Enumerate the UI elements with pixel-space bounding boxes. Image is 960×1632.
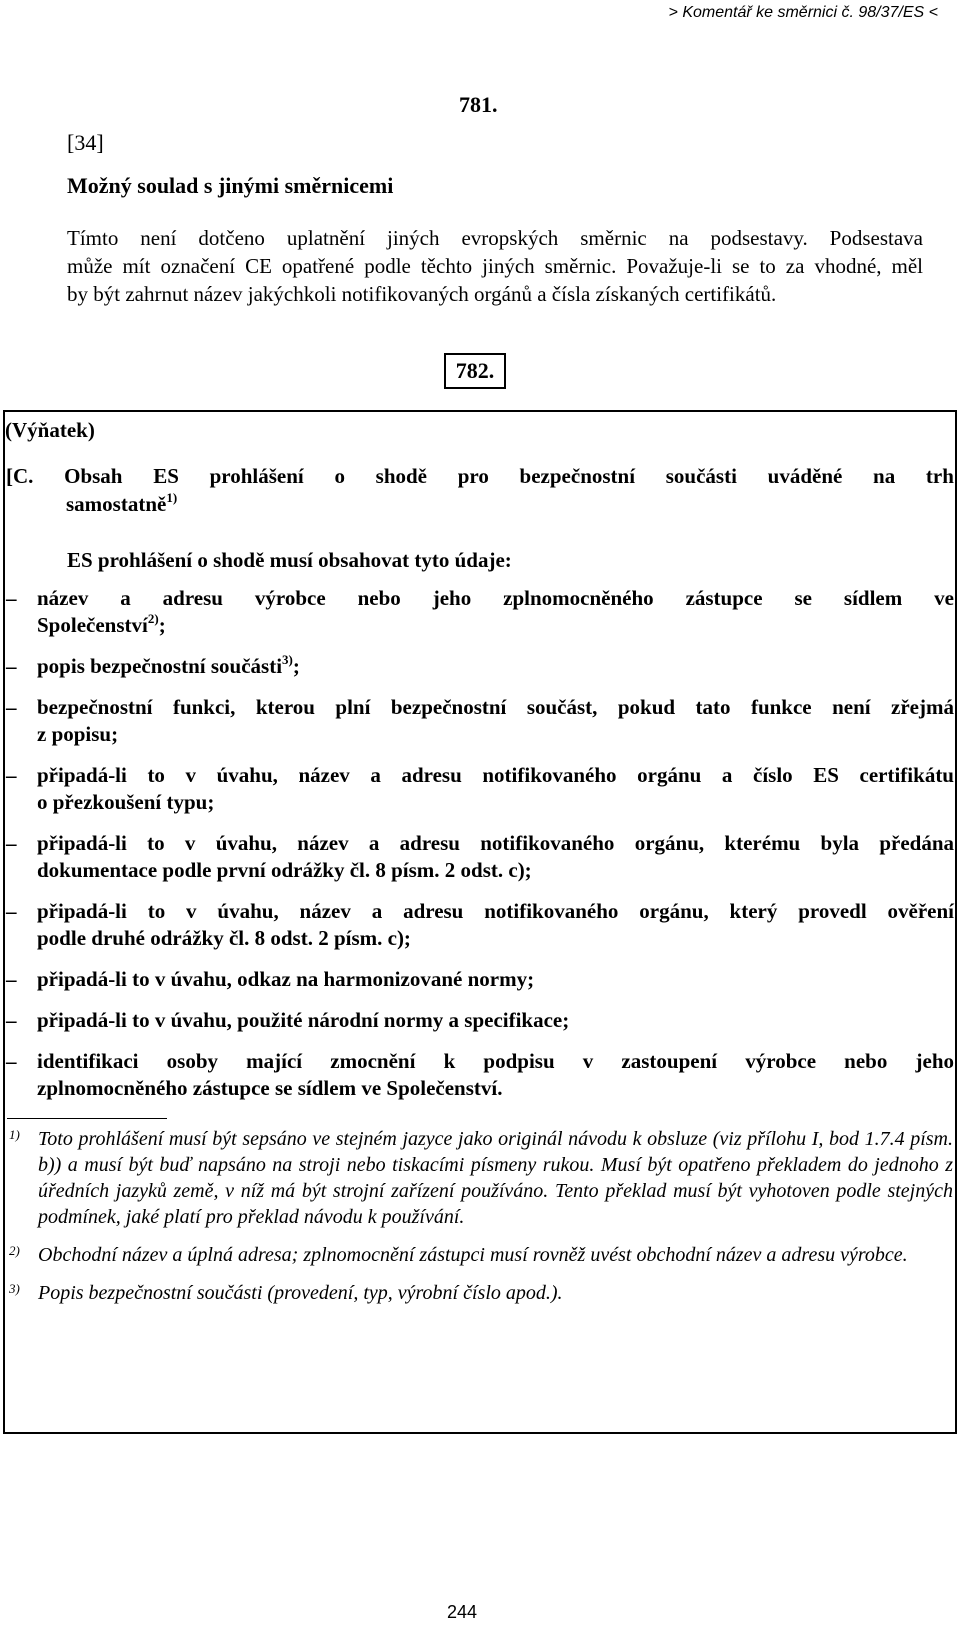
heading-word: ES xyxy=(153,464,179,488)
paragraph-line: může mít označení CE opatřené podle těchto jiných směrnic. Považuje-li se to za vhodné, měl xyxy=(67,254,923,278)
list-item-text: identifikaci osoby mající zmocnění k podpisu v zastoupení výrobce nebo jeho xyxy=(37,1049,954,1073)
dash-bullet: – xyxy=(6,967,17,991)
list-item-line xyxy=(37,789,954,816)
excerpt-label: (Výňatek) xyxy=(5,418,95,442)
paragraph-number-781: 781. xyxy=(459,92,498,117)
list-item-line xyxy=(37,898,954,925)
heading-line xyxy=(6,490,954,518)
footnote-marker: 2) xyxy=(9,1243,20,1258)
dash-bullet: – xyxy=(6,586,17,610)
list-item-text: zplnomocněného zástupce se sídlem ve Společenství. xyxy=(37,1076,503,1100)
heading-word: prohlášení xyxy=(209,464,304,488)
dash-bullet: – xyxy=(6,831,17,855)
dash-bullet: – xyxy=(6,899,17,923)
reference-marker: [34] xyxy=(67,130,104,155)
list-item xyxy=(6,762,954,816)
footnote-text: Obchodní název a úplná adresa; zplnomocnění zástupci musí rovněž uvést obchodní název a adresu výrobce. xyxy=(38,1244,908,1266)
list-item xyxy=(6,1007,954,1034)
heading-word: na xyxy=(873,464,896,488)
running-header: > Komentář ke směrnici č. 98/37/ES < xyxy=(668,4,938,21)
footnote xyxy=(7,1126,953,1230)
heading-word: o xyxy=(334,464,345,488)
dash-bullet: – xyxy=(6,763,17,787)
dash-bullet: – xyxy=(6,695,17,719)
heading-word: součásti xyxy=(665,464,737,488)
list-item-line xyxy=(37,966,954,993)
list-item-line xyxy=(37,612,954,639)
heading-text: samostatně xyxy=(66,492,167,516)
paragraph-line: by být zahrnut název jakýchkoli notifikovaných orgánů a čísla získaných certifikátů. xyxy=(67,282,777,306)
footnote-marker: 3) xyxy=(9,1281,20,1296)
footnote-separator xyxy=(7,1118,167,1119)
heading-word: pro xyxy=(457,464,489,488)
list-item-line xyxy=(37,721,954,748)
declaration-items xyxy=(6,585,954,1116)
heading-word: shodě xyxy=(375,464,428,488)
heading-word: uváděné xyxy=(767,464,843,488)
footnotes xyxy=(7,1126,953,1318)
list-item-line xyxy=(37,762,954,789)
list-item-text: připadá-li to v úvahu, odkaz na harmonizované normy; xyxy=(37,967,535,991)
footnote-ref: 2) xyxy=(147,611,159,626)
list-item-line xyxy=(37,925,954,952)
list-item-text: bezpečnostní funkci, kterou plní bezpečnostní součást, pokud tato funkce není zřejmá xyxy=(37,695,954,719)
list-item xyxy=(6,585,954,639)
list-item-tail: ; xyxy=(292,654,300,678)
section-paragraph xyxy=(67,224,923,308)
list-item-line xyxy=(37,1007,954,1034)
list-item-line xyxy=(37,694,954,721)
list-item-line xyxy=(37,653,954,680)
list-item-line xyxy=(37,1048,954,1075)
page-number: 244 xyxy=(447,1602,478,1622)
footnote xyxy=(7,1280,953,1306)
footnote-text: Toto prohlášení musí být sepsáno ve stejném jazyce jako originál návodu k obsluze (viz přílohu I, bod 1.7.4 písm. b)) a musí být buď napsáno na stroji nebo tiskacími písmeny rukou. Musí být opatřeno překladem do jednoho z úředních jazyků země, v níž má být strojní zařízení používáno. Tento překlad musí být vyhotoven podle stejných podmínek, jaké platí pro překlad návodu k používání. xyxy=(38,1128,953,1228)
section-title: Možný soulad s jinými směrnicemi xyxy=(67,173,394,198)
list-item-line xyxy=(37,1075,954,1102)
footnote-marker: 1) xyxy=(9,1127,20,1142)
list-item-text: podle druhé odrážky čl. 8 odst. 2 písm. c); xyxy=(37,926,411,950)
paragraph-number-782: 782. xyxy=(444,353,506,389)
list-item-text: připadá-li to v úvahu, název a adresu notifikovaného orgánu a číslo ES certifikátu xyxy=(37,763,954,787)
footnote-text: Popis bezpečnostní součásti (provedení, typ, výrobní číslo apod.). xyxy=(38,1282,563,1304)
footnote-ref: 3) xyxy=(282,652,293,667)
list-item xyxy=(6,830,954,884)
dash-bullet: – xyxy=(6,1049,17,1073)
list-item-text: připadá-li to v úvahu, název a adresu notifikovaného orgánu, který provedl ověření xyxy=(37,899,954,923)
paragraph-line: Tímto není dotčeno uplatnění jiných evropských směrnic na podsestavy. Podsestava xyxy=(67,226,923,250)
list-item-line xyxy=(37,830,954,857)
list-item xyxy=(6,966,954,993)
declaration-intro: ES prohlášení o shodě musí obsahovat tyto údaje: xyxy=(67,548,512,572)
list-item-tail: ; xyxy=(158,613,166,637)
list-item-text: připadá-li to v úvahu, použité národní normy a specifikace; xyxy=(37,1008,570,1032)
list-item-text: Společenství xyxy=(37,613,148,637)
heading-word: bezpečnostní xyxy=(519,464,636,488)
heading-word: [C. xyxy=(6,464,34,488)
list-item-text: o přezkoušení typu; xyxy=(37,790,215,814)
list-item-text: název a adresu výrobce nebo jeho zplnomocněného zástupce se sídlem ve xyxy=(37,586,954,610)
list-item-text: popis bezpečnostní součásti xyxy=(37,654,283,678)
list-item-text: dokumentace podle první odrážky čl. 8 písm. 2 odst. c); xyxy=(37,858,532,882)
footnote-ref: 1) xyxy=(166,490,178,505)
heading-line xyxy=(6,462,954,490)
list-item-text: z popisu; xyxy=(37,722,119,746)
list-item xyxy=(6,653,954,680)
list-item xyxy=(6,1048,954,1102)
heading-word: trh xyxy=(925,464,954,488)
dash-bullet: – xyxy=(6,1008,17,1032)
excerpt-heading xyxy=(6,462,954,518)
list-item-text: připadá-li to v úvahu, název a adresu notifikovaného orgánu, kterému byla předána xyxy=(37,831,954,855)
list-item-line xyxy=(37,585,954,612)
footnote xyxy=(7,1242,953,1268)
heading-word: Obsah xyxy=(64,464,123,488)
list-item-line xyxy=(37,857,954,884)
list-item xyxy=(6,694,954,748)
dash-bullet: – xyxy=(6,654,17,678)
list-item xyxy=(6,898,954,952)
